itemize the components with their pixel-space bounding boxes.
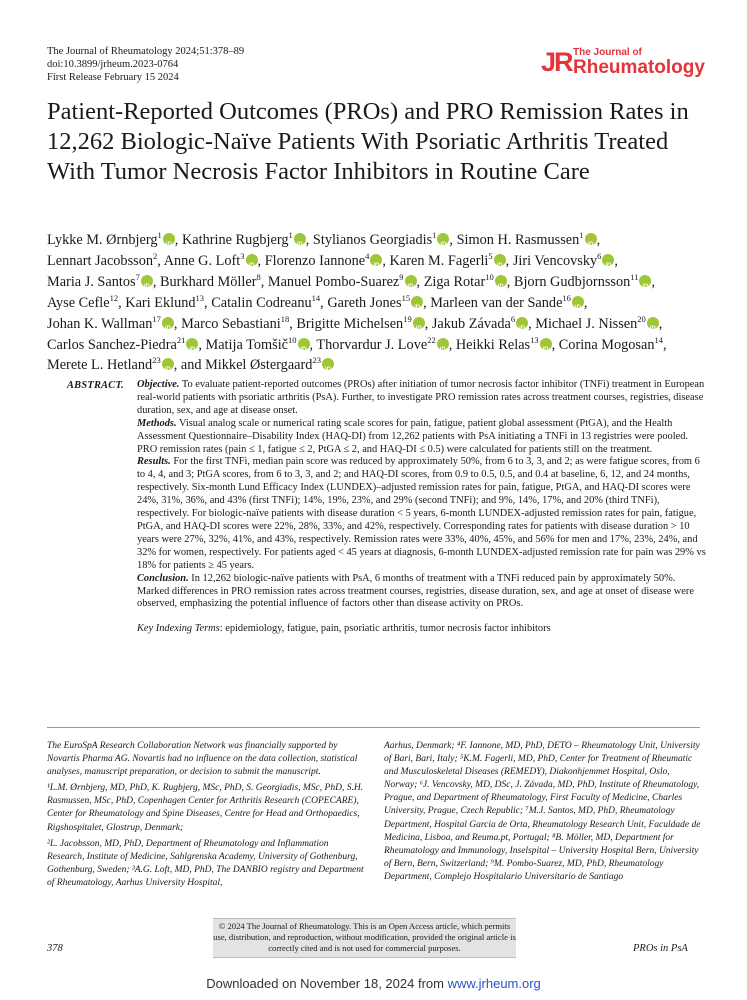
author-name: Catalin Codreanu bbox=[211, 294, 312, 311]
author-name: Lennart Jacobsson bbox=[47, 252, 154, 269]
author: Marco Sebastiani$^{18}$, bbox=[181, 313, 293, 332]
objective-text: To evaluate patient-reported outcomes (PROs) after initiation of tumor necrosis factor inhibitor (TNFi) treatment in European real-world patients with psoriatic arthritis (PsA). Further, to investigate PRO remission rates across treatment courses, registries, disease duration, sex, and age at disease onset. bbox=[137, 379, 705, 416]
affiliation-number: 1 bbox=[157, 230, 162, 241]
orcid-icon[interactable] bbox=[246, 254, 258, 266]
journal-meta bbox=[47, 45, 244, 84]
author-name: Burkhard Möller bbox=[159, 273, 257, 290]
author: Brigitte Michelsen$^{19}$iD , bbox=[296, 316, 428, 332]
author: Ayse Cefle$^{12}$, bbox=[47, 292, 122, 311]
orcid-icon[interactable] bbox=[540, 338, 552, 350]
author: Carlos Sanchez-Piedra$^{21}$iD , bbox=[47, 337, 202, 353]
author: Lennart Jacobsson$^2$, bbox=[47, 251, 161, 269]
affiliation-number: 8 bbox=[256, 272, 261, 283]
author: Lykke M. Ørnbjerg$^1$iD , bbox=[47, 232, 178, 248]
keywords bbox=[137, 623, 709, 636]
journal-logo bbox=[541, 44, 716, 82]
author: Jiri Vencovsky$^6$iD , bbox=[513, 253, 618, 269]
author-list bbox=[47, 230, 717, 376]
author-name: Corina Mogosan bbox=[558, 336, 655, 353]
orcid-icon[interactable] bbox=[516, 317, 528, 329]
affiliation-number: 6 bbox=[597, 251, 602, 262]
affiliation-number: 1 bbox=[432, 230, 437, 241]
affiliation-number: 7 bbox=[135, 272, 140, 283]
orcid-icon[interactable] bbox=[141, 275, 153, 287]
author-name: Stylianos Georgiadis bbox=[312, 232, 433, 248]
conclusion-text: In 12,262 biologic-naïve patients with PsA, 6 months of treatment with a TNFi reduced pain by approximately 50%. Marked differences in PRO remission rates across treatment courses, registries, disease duration, sex, and age at onset of disease were observed, emphasizing the potential influence of factors other than disease activity on PROs. bbox=[137, 572, 694, 610]
author-name: Lykke M. Ørnbjerg bbox=[47, 232, 158, 248]
footnote-divider bbox=[47, 727, 700, 728]
author: Michael J. Nissen$^{20}$iD , bbox=[535, 316, 662, 332]
orcid-icon[interactable] bbox=[437, 233, 449, 245]
orcid-icon[interactable] bbox=[162, 358, 174, 370]
author-name: Jakub Závada bbox=[431, 315, 511, 332]
author-name: Manuel Pombo-Suarez bbox=[267, 273, 400, 290]
author: Marleen van der Sande$^{16}$iD , bbox=[430, 295, 587, 311]
author-name: Bjorn Gudbjornsson bbox=[513, 273, 631, 290]
abstract-label: ABSTRACT. bbox=[67, 380, 124, 391]
affiliation-number: 11 bbox=[630, 272, 639, 283]
orcid-icon[interactable] bbox=[298, 338, 310, 350]
download-notice bbox=[0, 976, 747, 991]
affiliation-number: 23 bbox=[152, 355, 161, 366]
author-name: Thorvardur J. Love bbox=[316, 336, 428, 353]
keywords-label: Key Indexing Terms bbox=[137, 623, 220, 635]
author: Catalin Codreanu$^{14}$, bbox=[211, 292, 324, 311]
running-title: PROs in PsA bbox=[633, 943, 688, 954]
author-name: Michael J. Nissen bbox=[535, 315, 638, 332]
author bbox=[181, 357, 334, 373]
orcid-icon[interactable] bbox=[186, 338, 198, 350]
orcid-icon[interactable] bbox=[602, 254, 614, 266]
author-name: Matija Tomšič bbox=[205, 336, 289, 353]
orcid-icon[interactable] bbox=[647, 317, 659, 329]
author-name: Merete L. Hetland bbox=[47, 357, 153, 374]
orcid-icon[interactable] bbox=[162, 317, 174, 329]
footnotes-right bbox=[384, 740, 704, 887]
affiliation-number: 10 bbox=[288, 334, 297, 345]
author: Gareth Jones$^{15}$iD , bbox=[327, 295, 426, 311]
orcid-icon[interactable] bbox=[572, 296, 584, 308]
affiliation-number: 23 bbox=[312, 355, 321, 366]
methods-heading: Methods. bbox=[137, 417, 177, 429]
orcid-icon[interactable] bbox=[405, 275, 417, 287]
author-name: Carlos Sanchez-Piedra bbox=[47, 336, 177, 353]
author-name: Kathrine Rugbjerg bbox=[181, 232, 289, 248]
keywords-text: : epidemiology, fatigue, pain, psoriatic arthritis, tumor necrosis factor inhibitors bbox=[219, 623, 551, 635]
affiliation-number: 20 bbox=[637, 313, 646, 324]
author: Ziga Rotar$^{10}$iD , bbox=[424, 274, 511, 290]
author: Stylianos Georgiadis$^1$iD , bbox=[313, 232, 453, 248]
article-title: Patient-Reported Outcomes (PROs) and PRO Remission Rates in 12,262 Biologic-Naïve Patients With Psoriatic Arthritis Treated With Tumor Necrosis Factor Inhibitors in Routine Care bbox=[47, 98, 689, 185]
author-name: Johan K. Wallman bbox=[47, 315, 153, 332]
citation: The Journal of Rheumatology 2024;51:378–89 bbox=[47, 46, 245, 57]
author: Matija Tomšič$^{10}$iD , bbox=[205, 337, 313, 353]
first-release: First Release February 15 2024 bbox=[47, 72, 179, 83]
conclusion-heading: Conclusion. bbox=[137, 572, 189, 584]
affiliation-number: 2 bbox=[153, 251, 158, 262]
abstract-methods bbox=[137, 418, 709, 457]
author: Kathrine Rugbjerg$^1$iD , bbox=[182, 232, 309, 248]
author: Simon H. Rasmussen$^1$iD , bbox=[457, 232, 601, 248]
affiliation-number: 14 bbox=[654, 334, 663, 345]
affiliation-number: 1 bbox=[288, 230, 293, 241]
affiliation-note: Aarhus, Denmark; ⁴F. Iannone, MD, PhD, DETO – Rheumatology Unit, University of Bari, Bari, Italy; ⁵K.M. Fagerli, MD, PhD, Center for Treatment of Rheumatic and Musculoskeletal Diseases (REMEDY), Diakonhjemmet Hospital, Oslo, Norway; ⁶J. Vencovsky, MD, DSc, J. Závada, MD, PhD, Institute of Rheumatology, Prague, and Department of Rheumatology, First Faculty of Medicine, Charles University, Prague, Czech Republic; ⁷M.J. Santos, MD, PhD, Rheumatology Department, Hospital Garcia de Orta, Rheumatology Research Unit, Faculdade de Medicina, Lisboa, and Reuma.pt, Portugal; ⁸B. Möller, MD, Department for Rheumatology and Immunology, Inselspital – University Hospital Bern, University of Bern, Bern, Switzerland; ⁹M. Pombo-Suarez, MD, PhD, Rheumatology Department, Complejo Hospitalario Universitario de Santiago bbox=[384, 741, 701, 882]
author-name: Gareth Jones bbox=[327, 294, 402, 311]
orcid-icon[interactable] bbox=[163, 233, 175, 245]
author-name: Karen M. Fagerli bbox=[389, 252, 489, 269]
affiliation-number: 6 bbox=[510, 313, 516, 324]
author: Karen M. Fagerli$^5$iD , bbox=[390, 253, 510, 269]
author-name: Heikki Relas bbox=[455, 336, 531, 353]
author: Merete L. Hetland$^{23}$iD , bbox=[47, 357, 181, 373]
author: Maria J. Santos$^7$iD , bbox=[47, 274, 156, 290]
affiliation-number: 17 bbox=[152, 313, 161, 324]
license-box: © 2024 The Journal of Rheumatology. This is an Open Access article, which permits use, distribution, and reproduction, without modification, provided the original article is correctly cited and is not used for commercial purposes. bbox=[213, 918, 516, 958]
author: Bjorn Gudbjornsson$^{11}$iD , bbox=[514, 274, 655, 290]
orcid-icon[interactable] bbox=[413, 317, 425, 329]
author: Jakub Závada$^6$iD , bbox=[432, 316, 532, 332]
objective-heading: Objective. bbox=[137, 379, 180, 390]
abstract-conclusion bbox=[137, 573, 709, 612]
affiliation-number: 13 bbox=[530, 334, 539, 345]
author-name: Kari Eklund bbox=[125, 294, 196, 311]
footnotes-left bbox=[47, 740, 365, 893]
author: Thorvardur J. Love$^{22}$iD , bbox=[316, 337, 452, 353]
affiliation-number: 3 bbox=[240, 251, 245, 262]
logo-mark: JR bbox=[541, 47, 572, 77]
affiliation-note: ²L. Jacobsson, MD, PhD, Department of Rheumatology and Inflammation Research, Institute of Medicine, Sahlgrenska Academy, University of Gothenburg, Gothenburg, Sweden; ³A.G. Loft, MD, PhD, The DANBIO registry and Department of Rheumatology, Aarhus University Hospital, bbox=[47, 838, 364, 888]
author: Johan K. Wallman$^{17}$iD , bbox=[47, 316, 177, 332]
abstract bbox=[137, 379, 709, 636]
affiliation-number: 14 bbox=[311, 292, 321, 303]
author: Kari Eklund$^{13}$, bbox=[125, 292, 208, 311]
affiliation-number: 16 bbox=[562, 292, 571, 303]
abstract-results bbox=[137, 456, 709, 572]
author: Anne G. Loft$^3$iD , bbox=[164, 253, 261, 269]
download-link[interactable]: www.jrheum.org bbox=[447, 976, 541, 991]
download-text: Downloaded on November 18, 2024 from bbox=[206, 976, 448, 991]
author-name: Brigitte Michelsen bbox=[296, 315, 404, 332]
affiliation-note: ¹L.M. Ørnbjerg, MD, PhD, K. Rugbjerg, MSc, PhD, S. Georgiadis, MSc, PhD, S.H. Rasmussen, MSc, PhD, Copenhagen Center for Arthritis Research (COPECARE), Center for Rheumatology and Spine Diseases, Centre for Head and Orthopaedics, Rigshospitalet, Glostrup, Denmark; bbox=[47, 783, 364, 833]
affiliation-number: 19 bbox=[403, 313, 412, 324]
logo-line-1: The Journal of bbox=[573, 47, 642, 58]
affiliation-number: 12 bbox=[109, 292, 119, 303]
affiliation-number: 1 bbox=[579, 230, 584, 241]
logo-line-2: Rheumatology bbox=[573, 57, 705, 78]
affiliation-number: 4 bbox=[365, 251, 370, 262]
affiliation-number: 15 bbox=[401, 292, 411, 303]
affiliation-number: 5 bbox=[488, 251, 493, 262]
doi: doi:10.3899/jrheum.2023-0764 bbox=[47, 59, 179, 70]
methods-text: Visual analog scale or numerical rating scale scores for pain, fatigue, patient global assessment (PtGA), and the Health Assessment Questionnaire–Disability Index (HAQ-DI) from 12,262 patients with PsA initiating a TNFi in 13 registries were pooled. PRO remission rates (pain ≤ 1, fatigue ≤ 2, PtGA ≤ 2, and HAQ-DI ≤ 0.5) were calculated for patients still on the treatment. bbox=[137, 417, 689, 455]
author-name: Anne G. Loft bbox=[163, 252, 241, 269]
author-name: Marleen van der Sande bbox=[430, 294, 563, 311]
results-text: For the first TNFi, median pain score was reduced by approximately 50%, from 6 to 3, 3, and 2; as were fatigue scores, from 6 to 4, 4, and 3; PtGA scores, from 6 to 3, 3, and 2; and HAQ-DI scores, from 0.9 to 0.5, 0.5, and 0.4 at baseline, 6, 12, and 24 months, respectively. Six-month Lund Efficacy Index (LUNDEX)–adjusted remission rates for pain, fatigue, PtGA, and HAQ-DI scores were 24%, 31%, 36%, and 43% (first TNFi); 14%, 19%, 23%, and 29% (second TNFi); and 9%, 14%, 17%, and 20% (third TNFi), respectively. For biologic-naïve patients with disease duration < 5 years, 6-month LUNDEX-adjusted remission rates for pain, fatigue, PtGA, and HAQ-DI scores were 22%, 28%, 33%, and 42%, respectively. Corresponding rates for patients with disease duration > 10 years were 27%, 32%, 41%, and 43%, respectively. Remission rates were 33%, 40%, 45%, and 56% for men and 17%, 23%, 24%, and 32% for women, respectively. For patients aged < 45 years at diagnosis, 6-month LUNDEX-adjusted remission rate for pain was 29% vs 18% for patients ≥ 45 years. bbox=[137, 456, 706, 571]
affiliation-number: 13 bbox=[195, 292, 205, 303]
orcid-icon[interactable] bbox=[294, 233, 306, 245]
orcid-icon[interactable] bbox=[437, 338, 449, 350]
author-name: Maria J. Santos bbox=[47, 273, 136, 290]
orcid-icon[interactable] bbox=[639, 275, 651, 287]
orcid-icon[interactable] bbox=[411, 296, 423, 308]
author-name: Ayse Cefle bbox=[47, 294, 110, 311]
affiliation-number: 22 bbox=[427, 334, 436, 345]
author-name: Mikkel Østergaard bbox=[205, 357, 313, 374]
author-name: Jiri Vencovsky bbox=[512, 252, 598, 269]
author: Manuel Pombo-Suarez$^9$iD , bbox=[268, 274, 420, 290]
author: Florenzo Iannone$^4$iD , bbox=[265, 253, 386, 269]
results-heading: Results. bbox=[137, 456, 171, 468]
author: Burkhard Möller$^8$, bbox=[159, 272, 265, 290]
logo-text bbox=[573, 47, 705, 78]
orcid-icon[interactable] bbox=[495, 275, 507, 287]
author-name: Florenzo Iannone bbox=[264, 252, 366, 269]
author: Corina Mogosan$^{14}$, bbox=[558, 334, 667, 353]
funding-note: The EuroSpA Research Collaboration Network was financially supported by Novartis Pharma AG. Novartis had no influence on the data collection, statistical analyses, manuscript preparation, or decision to submit the manuscript. bbox=[47, 741, 358, 778]
abstract-objective bbox=[137, 379, 709, 418]
author: Heikki Relas$^{13}$iD , bbox=[456, 337, 555, 353]
affiliation-number: 9 bbox=[399, 272, 404, 283]
author-name: Ziga Rotar bbox=[423, 273, 486, 290]
author-conjunction: and bbox=[180, 357, 202, 374]
affiliation-number: 18 bbox=[280, 313, 290, 324]
author-name: Marco Sebastiani bbox=[181, 315, 281, 332]
affiliation-number: 21 bbox=[176, 334, 186, 345]
orcid-icon[interactable] bbox=[494, 254, 506, 266]
page-number: 378 bbox=[47, 943, 63, 954]
affiliation-number: 10 bbox=[485, 272, 494, 283]
orcid-icon[interactable] bbox=[585, 233, 597, 245]
orcid-icon[interactable] bbox=[370, 254, 382, 266]
author-name: Simon H. Rasmussen bbox=[456, 232, 580, 248]
orcid-icon[interactable] bbox=[322, 358, 334, 370]
